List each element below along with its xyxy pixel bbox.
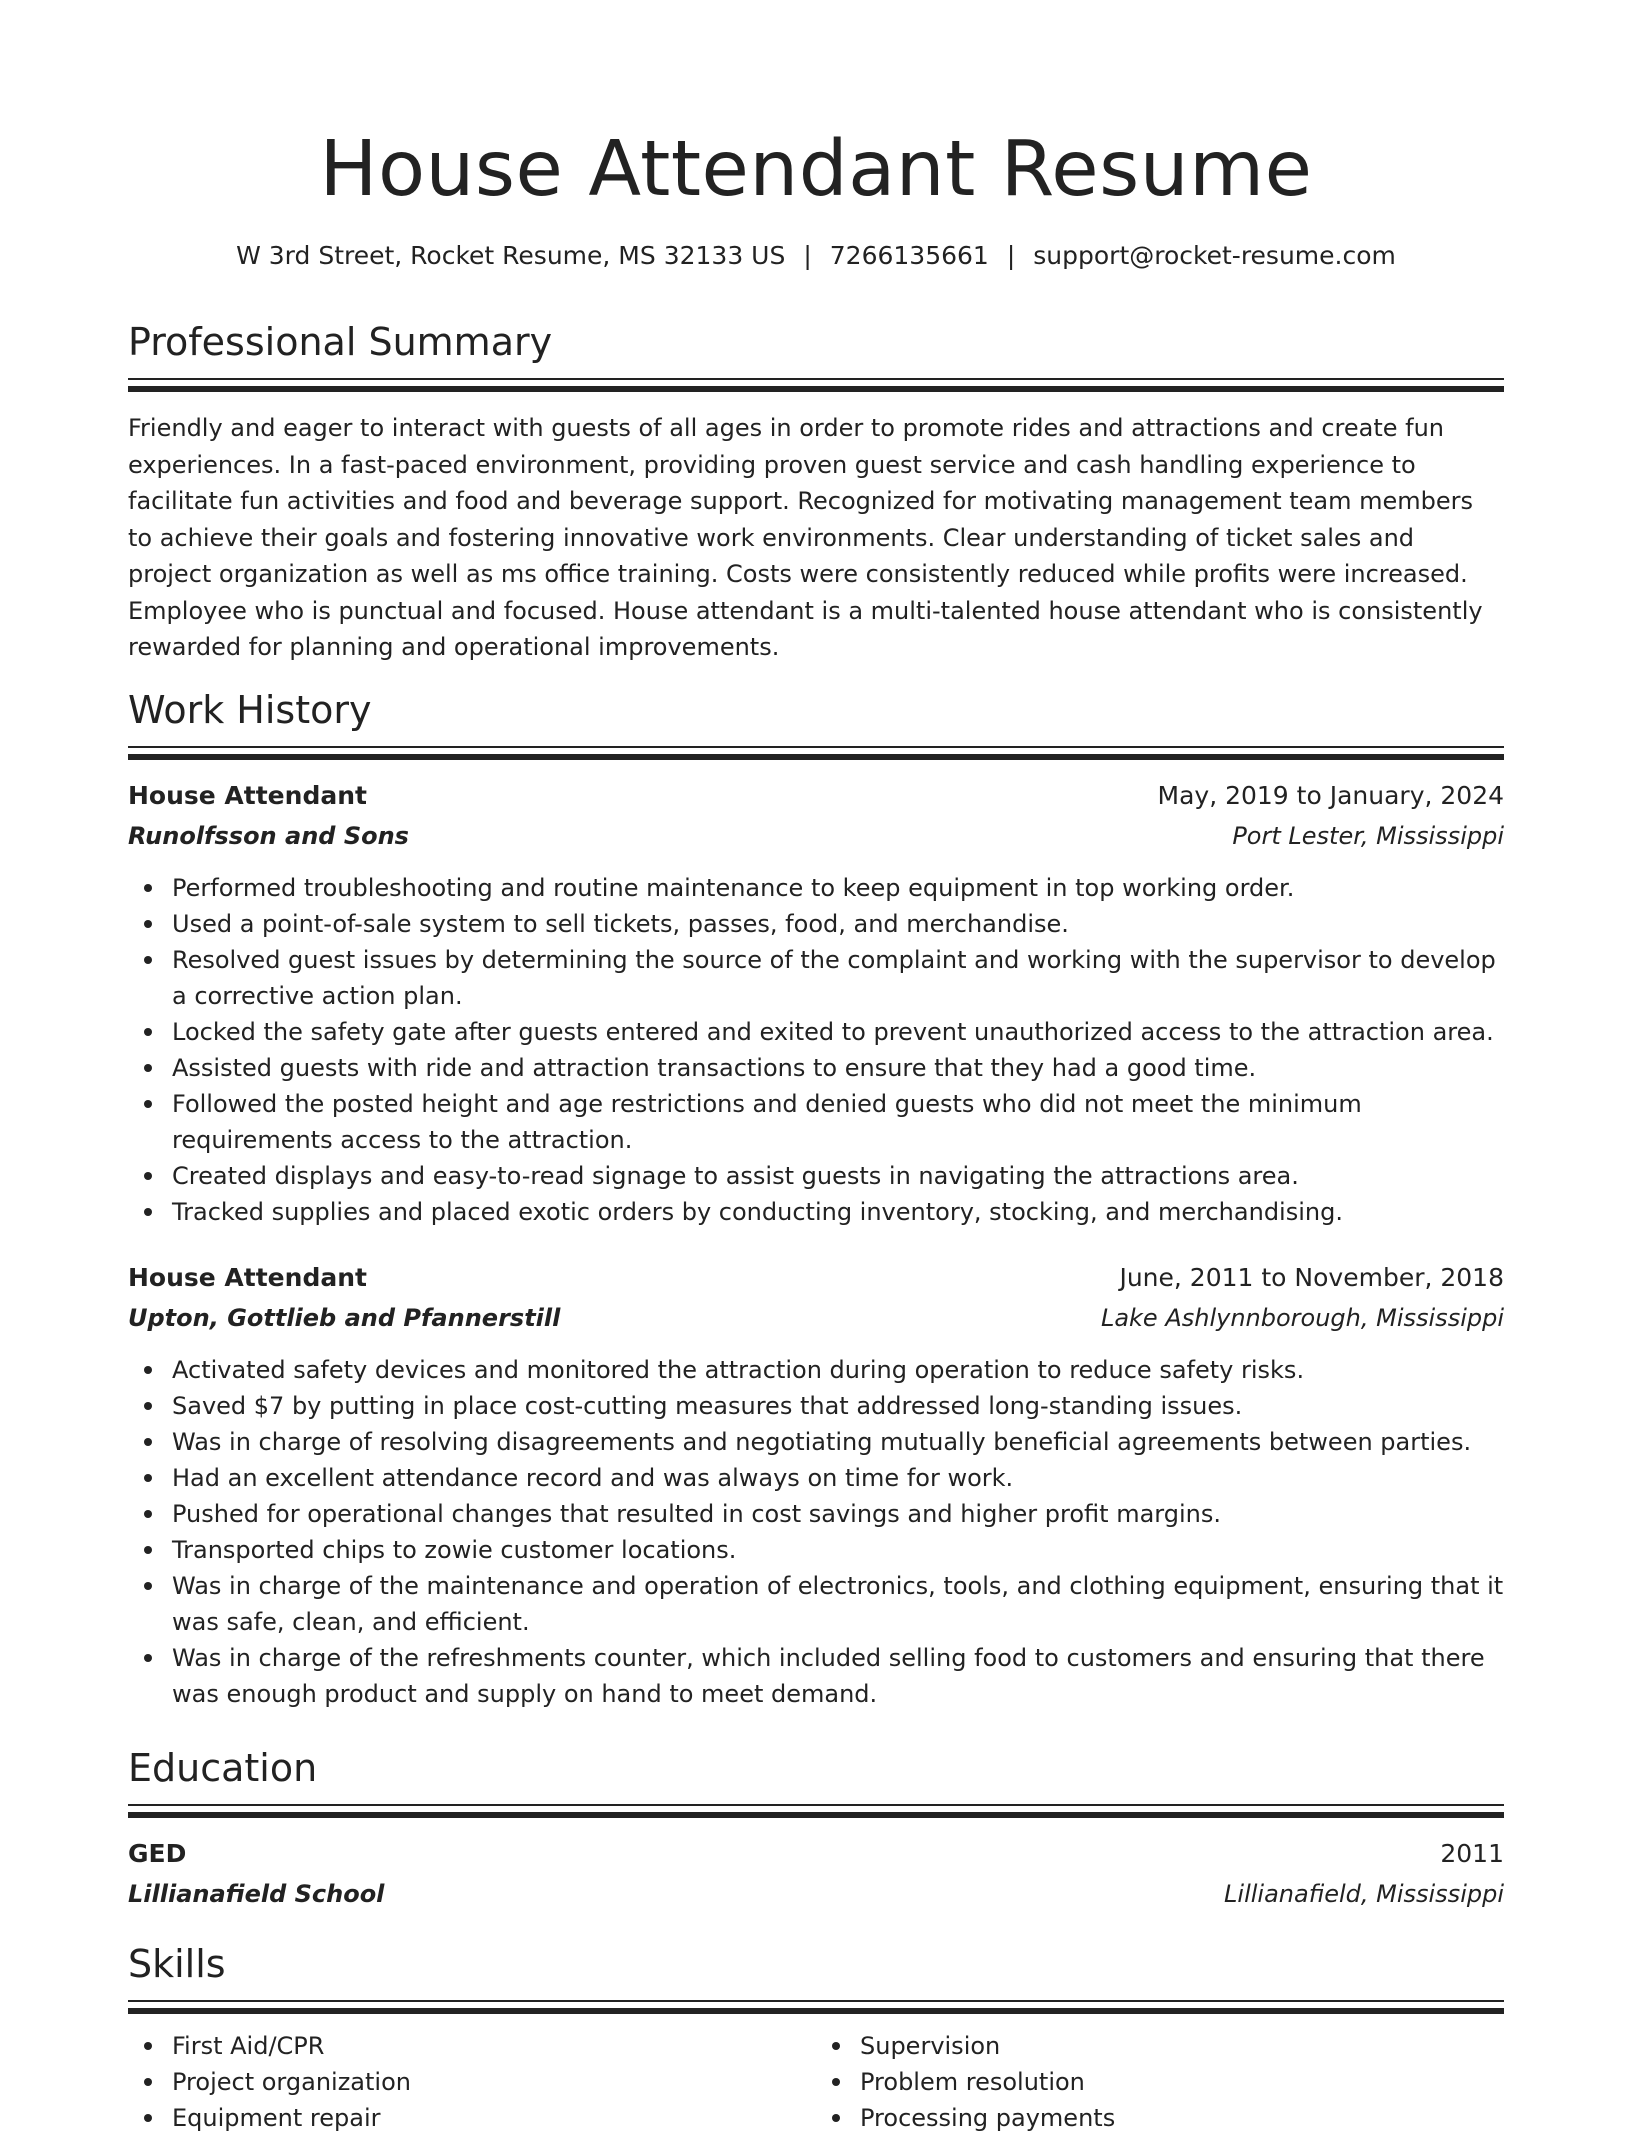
education-subheader (128, 1874, 1504, 1914)
education-degree: GED (128, 1839, 187, 1868)
job-title: House Attendant (128, 781, 367, 810)
summary-section (128, 316, 1504, 666)
list-item: Was in charge of the maintenance and operation of electronics, tools, and clothing equipment, ensuring that it was safe, clean, and efficient. (172, 1568, 1504, 1640)
job-entry (128, 1258, 1504, 1712)
skills-heading: Skills (128, 1942, 226, 1986)
job-header (128, 1258, 1504, 1298)
education-heading: Education (128, 1746, 318, 1790)
list-item: Used a point-of-sale system to sell tickets, passes, food, and merchandise. (172, 906, 1504, 942)
education-header (128, 1834, 1504, 1874)
list-item: Equipment repair (172, 2100, 816, 2136)
section-rule-thin (128, 1804, 1504, 1806)
job-dates: May, 2019 to January, 2024 (1157, 781, 1504, 810)
section-rule-thin (128, 2000, 1504, 2002)
skills-section (128, 1938, 1504, 2136)
job-subheader (128, 1298, 1504, 1338)
list-item: Problem resolution (860, 2064, 1504, 2100)
section-rule-thick (128, 1812, 1504, 1818)
job-location: Port Lester, Mississippi (1232, 822, 1504, 850)
list-item: Was in charge of the refreshments counter, which included selling food to customers and ensuring that there was enough product and supply on hand to meet demand. (172, 1640, 1504, 1712)
education-location: Lillianafield, Mississippi (1224, 1880, 1504, 1908)
contact-phone: 7266135661 (829, 241, 989, 270)
skills-list-right (816, 2028, 1504, 2136)
list-item: Resolved guest issues by determining the source of the complaint and working with the supervisor to develop a corrective action plan. (172, 942, 1504, 1014)
job-location: Lake Ashlynnborough, Mississippi (1100, 1304, 1504, 1332)
section-rule-thin (128, 746, 1504, 748)
contact-separator: | (1006, 241, 1016, 270)
contact-line (128, 238, 1504, 274)
summary-heading: Professional Summary (128, 320, 553, 364)
list-item: Project organization (172, 2064, 816, 2100)
list-item: Was in charge of resolving disagreements and negotiating mutually beneficial agreements between parties. (172, 1424, 1504, 1460)
section-rule-thick (128, 386, 1504, 392)
list-item: Supervision (860, 2028, 1504, 2064)
work-history-section (128, 684, 1504, 1712)
section-rule-thick (128, 754, 1504, 760)
contact-email: support@rocket-resume.com (1033, 241, 1396, 270)
education-year: 2011 (1440, 1839, 1504, 1868)
job-bullets (128, 1352, 1504, 1712)
job-bullets (128, 870, 1504, 1230)
contact-address: W 3rd Street, Rocket Resume, MS 32133 US (236, 241, 786, 270)
list-item: Followed the posted height and age restrictions and denied guests who did not meet the minimum requirements access to the attraction. (172, 1086, 1504, 1158)
resume-title: House Attendant Resume (319, 125, 1313, 214)
skills-list-left (128, 2028, 816, 2136)
list-item: First Aid/CPR (172, 2028, 816, 2064)
list-item: Transported chips to zowie customer locations. (172, 1532, 1504, 1568)
section-rule-thick (128, 2008, 1504, 2014)
job-title: House Attendant (128, 1263, 367, 1292)
list-item: Performed troubleshooting and routine maintenance to keep equipment in top working order. (172, 870, 1504, 906)
list-item: Activated safety devices and monitored the attraction during operation to reduce safety risks. (172, 1352, 1504, 1388)
summary-text: Friendly and eager to interact with guests of all ages in order to promote rides and attractions and create fun experiences. In a fast-paced environment, providing proven guest service and cash handling experience to facilitate fun activities and food and beverage support. Recognized for motivating management team members to achieve their goals and fostering innovative work environments. Clear understanding of ticket sales and project organization as well as ms office training. Costs were consistently reduced while profits were increased. Employee who is punctual and focused. House attendant is a multi-talented house attendant who is consistently rewarded for planning and operational improvements. (128, 414, 1483, 661)
education-entry (128, 1834, 1504, 1914)
contact-separator: | (803, 241, 812, 270)
section-rule-thin (128, 378, 1504, 380)
list-item: Created displays and easy-to-read signage to assist guests in navigating the attractions area. (172, 1158, 1504, 1194)
list-item: Tracked supplies and placed exotic orders by conducting inventory, stocking, and merchandising. (172, 1194, 1504, 1230)
education-school: Lillianafield School (128, 1880, 385, 1908)
job-header (128, 776, 1504, 816)
job-entry (128, 776, 1504, 1230)
job-company: Runolfsson and Sons (128, 822, 409, 850)
list-item: Had an excellent attendance record and was always on time for work. (172, 1460, 1504, 1496)
list-item: Saved $7 by putting in place cost-cutting measures that addressed long-standing issues. (172, 1388, 1504, 1424)
list-item: Locked the safety gate after guests entered and exited to prevent unauthorized access to the attraction area. (172, 1014, 1504, 1050)
education-section (128, 1742, 1504, 1914)
job-subheader (128, 816, 1504, 856)
list-item: Processing payments (860, 2100, 1504, 2136)
work-history-heading: Work History (128, 688, 372, 732)
job-company: Upton, Gottlieb and Pfannerstill (128, 1304, 561, 1332)
job-dates: June, 2011 to November, 2018 (1119, 1263, 1504, 1292)
list-item: Assisted guests with ride and attraction transactions to ensure that they had a good time. (172, 1050, 1504, 1086)
list-item: Pushed for operational changes that resulted in cost savings and higher profit margins. (172, 1496, 1504, 1532)
skills-columns (128, 2028, 1504, 2136)
